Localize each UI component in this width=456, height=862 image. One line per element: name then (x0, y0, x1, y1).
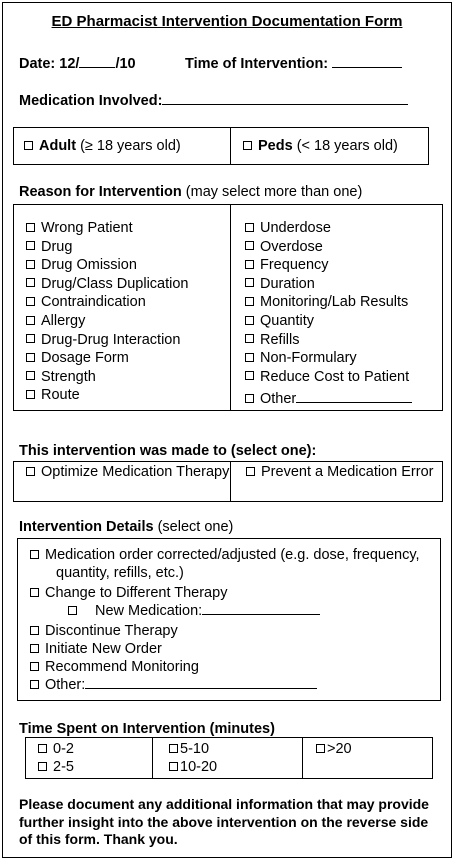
checkbox[interactable] (169, 762, 178, 771)
corrected-checkbox[interactable] (30, 550, 39, 559)
checkbox[interactable] (26, 334, 35, 343)
peds-checkbox[interactable] (243, 141, 252, 150)
patient-type-box (13, 127, 429, 165)
reason-left-label: Drug (41, 238, 73, 255)
prevent-error-option[interactable]: Prevent a Medication Error (246, 463, 456, 481)
reason-left-label: Allergy (41, 312, 86, 329)
date-label: Date: 12/ (19, 56, 80, 72)
checkbox[interactable] (26, 353, 35, 362)
new-medication-option[interactable]: New Medication: (68, 602, 320, 620)
reason-note: (may select more than one) (185, 184, 363, 200)
details-box (17, 538, 441, 701)
reason-right-item[interactable] (245, 349, 409, 368)
reason-left-item[interactable] (26, 219, 188, 238)
monitoring-option[interactable]: Recommend Monitoring (30, 658, 199, 676)
details-note: (select one) (157, 519, 234, 535)
time-label: Time of Intervention: (185, 56, 329, 72)
reason-left-label: Drug/Class Duplication (41, 275, 189, 292)
optimize-checkbox[interactable] (26, 467, 35, 476)
checkbox[interactable] (26, 260, 35, 269)
medication-blank[interactable] (162, 92, 408, 105)
date-field[interactable] (19, 55, 136, 72)
checkbox[interactable] (26, 241, 35, 250)
reason-right-label: Duration (260, 275, 315, 292)
form-title: ED Pharmacist Intervention Documentation Form (51, 13, 403, 30)
reason-left-label: Route (41, 387, 80, 404)
reason-right-label: Underdose (260, 220, 331, 236)
optimize-therapy-option[interactable]: Optimize Medication Therapy (26, 463, 232, 481)
divider (152, 738, 153, 778)
adult-checkbox[interactable] (24, 141, 33, 150)
order-corrected-option[interactable]: Medication order corrected/adjusted (e.g. dose, frequency, quantity, refills, etc.) (30, 546, 446, 582)
divider (230, 128, 231, 164)
reason-left-item[interactable] (26, 238, 188, 257)
time-option-5-10[interactable]: 5-10 (169, 740, 209, 758)
peds-detail: (< 18 years old) (296, 138, 398, 154)
new-med-checkbox[interactable] (68, 606, 77, 615)
reason-left-item[interactable] (26, 368, 188, 387)
time-field[interactable] (185, 55, 402, 72)
reason-right-label: Non-Formulary (260, 350, 357, 367)
reason-right-item[interactable] (245, 312, 409, 331)
medication-label: Medication Involved: (19, 93, 163, 109)
checkbox[interactable] (245, 297, 254, 306)
reason-right-item[interactable] (245, 275, 409, 294)
date-year: /10 (115, 56, 136, 72)
change-checkbox[interactable] (30, 588, 39, 597)
reason-right-label: Reduce Cost to Patient (260, 368, 410, 385)
checkbox[interactable] (26, 371, 35, 380)
checkbox[interactable] (38, 744, 47, 753)
reason-left-item[interactable] (26, 349, 188, 368)
reason-right-label: Refills (260, 331, 300, 348)
reason-left-item[interactable] (26, 293, 188, 312)
reason-left-label: Dosage Form (41, 350, 129, 367)
change-therapy-option[interactable]: Change to Different Therapy (30, 584, 227, 602)
other-label: Other (260, 391, 297, 407)
reason-right-item[interactable] (245, 293, 409, 312)
initiate-option[interactable]: Initiate New Order (30, 640, 162, 658)
reason-right-label: Quantity (260, 312, 314, 329)
new-med-blank[interactable] (202, 602, 320, 615)
reason-right-label: Overdose (260, 238, 323, 255)
peds-option[interactable]: Peds (< 18 years old) (243, 137, 398, 155)
other-checkbox[interactable] (245, 394, 254, 403)
checkbox[interactable] (245, 371, 254, 380)
divider (230, 205, 231, 410)
reason-right-list (245, 219, 409, 386)
reason-left-label: Drug Omission (41, 257, 137, 274)
reason-left-item[interactable] (26, 386, 188, 405)
reason-left-item[interactable] (26, 275, 188, 294)
time-option-over-20[interactable]: >20 (316, 740, 352, 758)
checkbox[interactable] (245, 223, 254, 232)
details-other-checkbox[interactable] (30, 680, 39, 689)
time-option-10-20[interactable]: 10-20 (169, 758, 217, 776)
reason-right-item[interactable] (245, 331, 409, 350)
purpose-box (13, 461, 443, 502)
checkbox[interactable] (38, 762, 47, 771)
checkbox[interactable] (169, 744, 178, 753)
intervention-form (2, 2, 452, 858)
reason-left-label: Drug-Drug Interaction (41, 331, 181, 348)
checkbox[interactable] (26, 316, 35, 325)
checkbox[interactable] (245, 260, 254, 269)
checkbox[interactable] (245, 316, 254, 325)
reason-right-item[interactable] (245, 219, 409, 238)
checkbox[interactable] (26, 390, 35, 399)
checkbox[interactable] (26, 223, 35, 232)
checkbox[interactable] (26, 278, 35, 287)
reason-left-item[interactable] (26, 256, 188, 275)
initiate-checkbox[interactable] (30, 644, 39, 653)
time-spent-box (25, 737, 433, 779)
prevent-checkbox[interactable] (246, 467, 255, 476)
checkbox[interactable] (26, 297, 35, 306)
medication-field[interactable] (19, 92, 408, 109)
divider (302, 738, 303, 778)
time-option-0-2[interactable]: 0-2 (38, 740, 74, 758)
reason-right-label: Monitoring/Lab Results (260, 294, 409, 311)
details-other-option[interactable]: Other: (30, 676, 317, 694)
reason-left-item[interactable] (26, 312, 188, 331)
reason-other[interactable] (245, 390, 412, 409)
adult-option[interactable]: Adult (≥ 18 years old) (24, 137, 181, 155)
discontinue-checkbox[interactable] (30, 626, 39, 635)
reason-right-item[interactable] (245, 368, 409, 387)
reason-box (13, 204, 443, 411)
reason-heading: Reason for Intervention (may select more than one) (19, 184, 363, 200)
reason-left-label: Contraindication (41, 294, 146, 311)
details-heading: Intervention Details (select one) (19, 519, 234, 535)
reason-left-label: Wrong Patient (41, 220, 133, 236)
reason-left-item[interactable] (26, 331, 188, 350)
checkbox[interactable] (245, 334, 254, 343)
monitoring-checkbox[interactable] (30, 662, 39, 671)
reason-right-item[interactable] (245, 256, 409, 275)
reason-right-label: Frequency (260, 257, 329, 274)
reason-left-list (26, 219, 188, 405)
other-blank[interactable] (296, 390, 412, 403)
adult-detail: (≥ 18 years old) (80, 138, 181, 154)
time-spent-heading: Time Spent on Intervention (minutes) (19, 721, 275, 737)
checkbox[interactable] (245, 278, 254, 287)
date-day-blank[interactable] (79, 55, 115, 68)
time-option-2-5[interactable]: 2-5 (38, 758, 74, 776)
details-other-blank[interactable] (85, 676, 317, 689)
reason-left-label: Strength (41, 368, 96, 385)
checkbox[interactable] (245, 241, 254, 250)
discontinue-option[interactable]: Discontinue Therapy (30, 622, 178, 640)
purpose-heading: This intervention was made to (select one): (19, 443, 317, 459)
time-blank[interactable] (332, 55, 402, 68)
reason-right-item[interactable] (245, 238, 409, 257)
checkbox[interactable] (316, 744, 325, 753)
footer-instructions: Please document any additional information that may provide further insight into the above intervention on the reverse side of this form. Thank you. (19, 796, 429, 847)
checkbox[interactable] (245, 353, 254, 362)
